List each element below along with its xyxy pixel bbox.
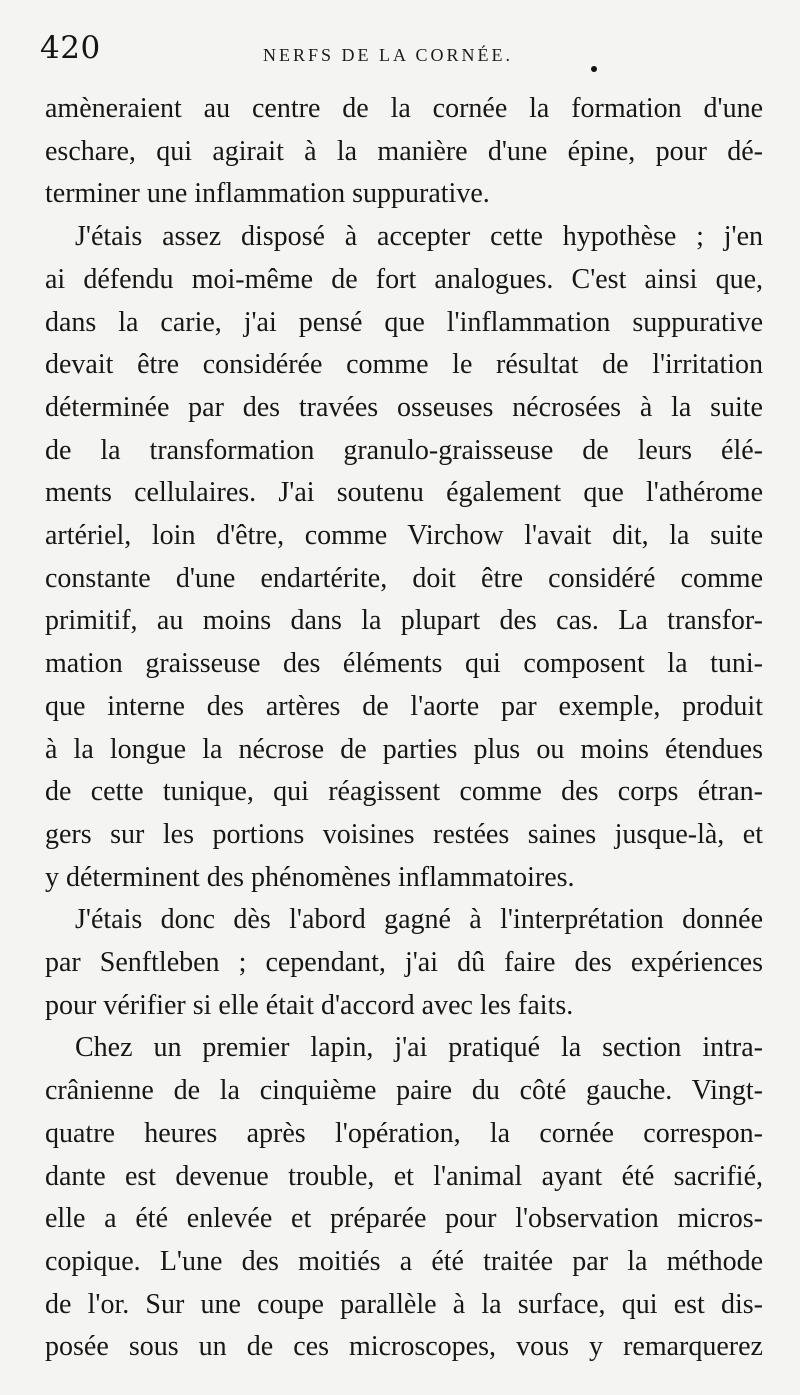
text-line: eschare, qui agirait à la manière d'une épine, pour dé- xyxy=(45,135,763,167)
text-line: de l'or. Sur une coupe parallèle à la surface, qui est dis- xyxy=(45,1288,763,1320)
text-line: artériel, loin d'être, comme Virchow l'avait dit, la suite xyxy=(45,520,763,552)
text-line: dans la carie, j'ai pensé que l'inflammation suppurative xyxy=(45,306,763,338)
text-line: de cette tunique, qui réagissent comme des corps étran- xyxy=(45,776,763,808)
text-line: par Senftleben ; cependant, j'ai dû faire des expériences xyxy=(45,947,763,979)
text-line: copique. L'une des moitiés a été traitée par la méthode xyxy=(45,1245,763,1277)
text-line: gers sur les portions voisines restées saines jusque-là, et xyxy=(45,818,763,850)
decorative-dot xyxy=(591,66,597,72)
body-text xyxy=(45,88,763,1369)
paragraph-2 xyxy=(45,216,763,899)
text-line: y déterminent des phénomènes inflammatoires. xyxy=(45,861,575,893)
text-line: posée sous un de ces microscopes, vous y remarquerez xyxy=(45,1331,763,1363)
text-line: déterminée par des travées osseuses nécrosées à la suite xyxy=(45,391,763,423)
text-line: de la transformation granulo-graisseuse de leurs élé- xyxy=(45,434,763,466)
text-line: devait être considérée comme le résultat de l'irritation xyxy=(45,349,763,381)
text-line: quatre heures après l'opération, la cornée correspon- xyxy=(45,1117,763,1149)
text-line: primitif, au moins dans la plupart des cas. La transfor- xyxy=(45,605,763,637)
paragraph-4 xyxy=(45,1027,763,1369)
text-line: mation graisseuse des éléments qui composent la tuni- xyxy=(45,648,763,680)
paragraph-3 xyxy=(45,899,763,1027)
text-line: dante est devenue trouble, et l'animal ayant été sacrifié, xyxy=(45,1160,763,1192)
text-line: crânienne de la cinquième paire du côté gauche. Vingt- xyxy=(45,1075,763,1107)
running-head: NERFS DE LA CORNÉE. xyxy=(263,45,514,65)
text-line: elle a été enlevée et préparée pour l'observation micros- xyxy=(45,1203,763,1235)
text-line: J'étais donc dès l'abord gagné à l'interprétation donnée xyxy=(75,904,763,936)
text-line: constante d'une endartérite, doit être considéré comme xyxy=(45,562,763,594)
text-line: ai défendu moi-même de fort analogues. C'est ainsi que, xyxy=(45,263,763,295)
text-line: que interne des artères de l'aorte par exemple, produit xyxy=(45,690,763,722)
paragraph-1 xyxy=(45,88,763,216)
text-line: J'étais assez disposé à accepter cette hypothèse ; j'en xyxy=(75,221,763,253)
page-header xyxy=(40,30,760,80)
text-line: terminer une inflammation suppurative. xyxy=(45,178,490,210)
text-line: pour vérifier si elle était d'accord avec les faits. xyxy=(45,989,574,1021)
text-line: à la longue la nécrose de parties plus ou moins étendues xyxy=(45,733,763,765)
page-number: 420 xyxy=(40,30,101,66)
text-line: ments cellulaires. J'ai soutenu également que l'athérome xyxy=(45,477,763,509)
text-line: Chez un premier lapin, j'ai pratiqué la section intra- xyxy=(75,1032,763,1064)
text-line: amèneraient au centre de la cornée la formation d'une xyxy=(45,93,763,124)
